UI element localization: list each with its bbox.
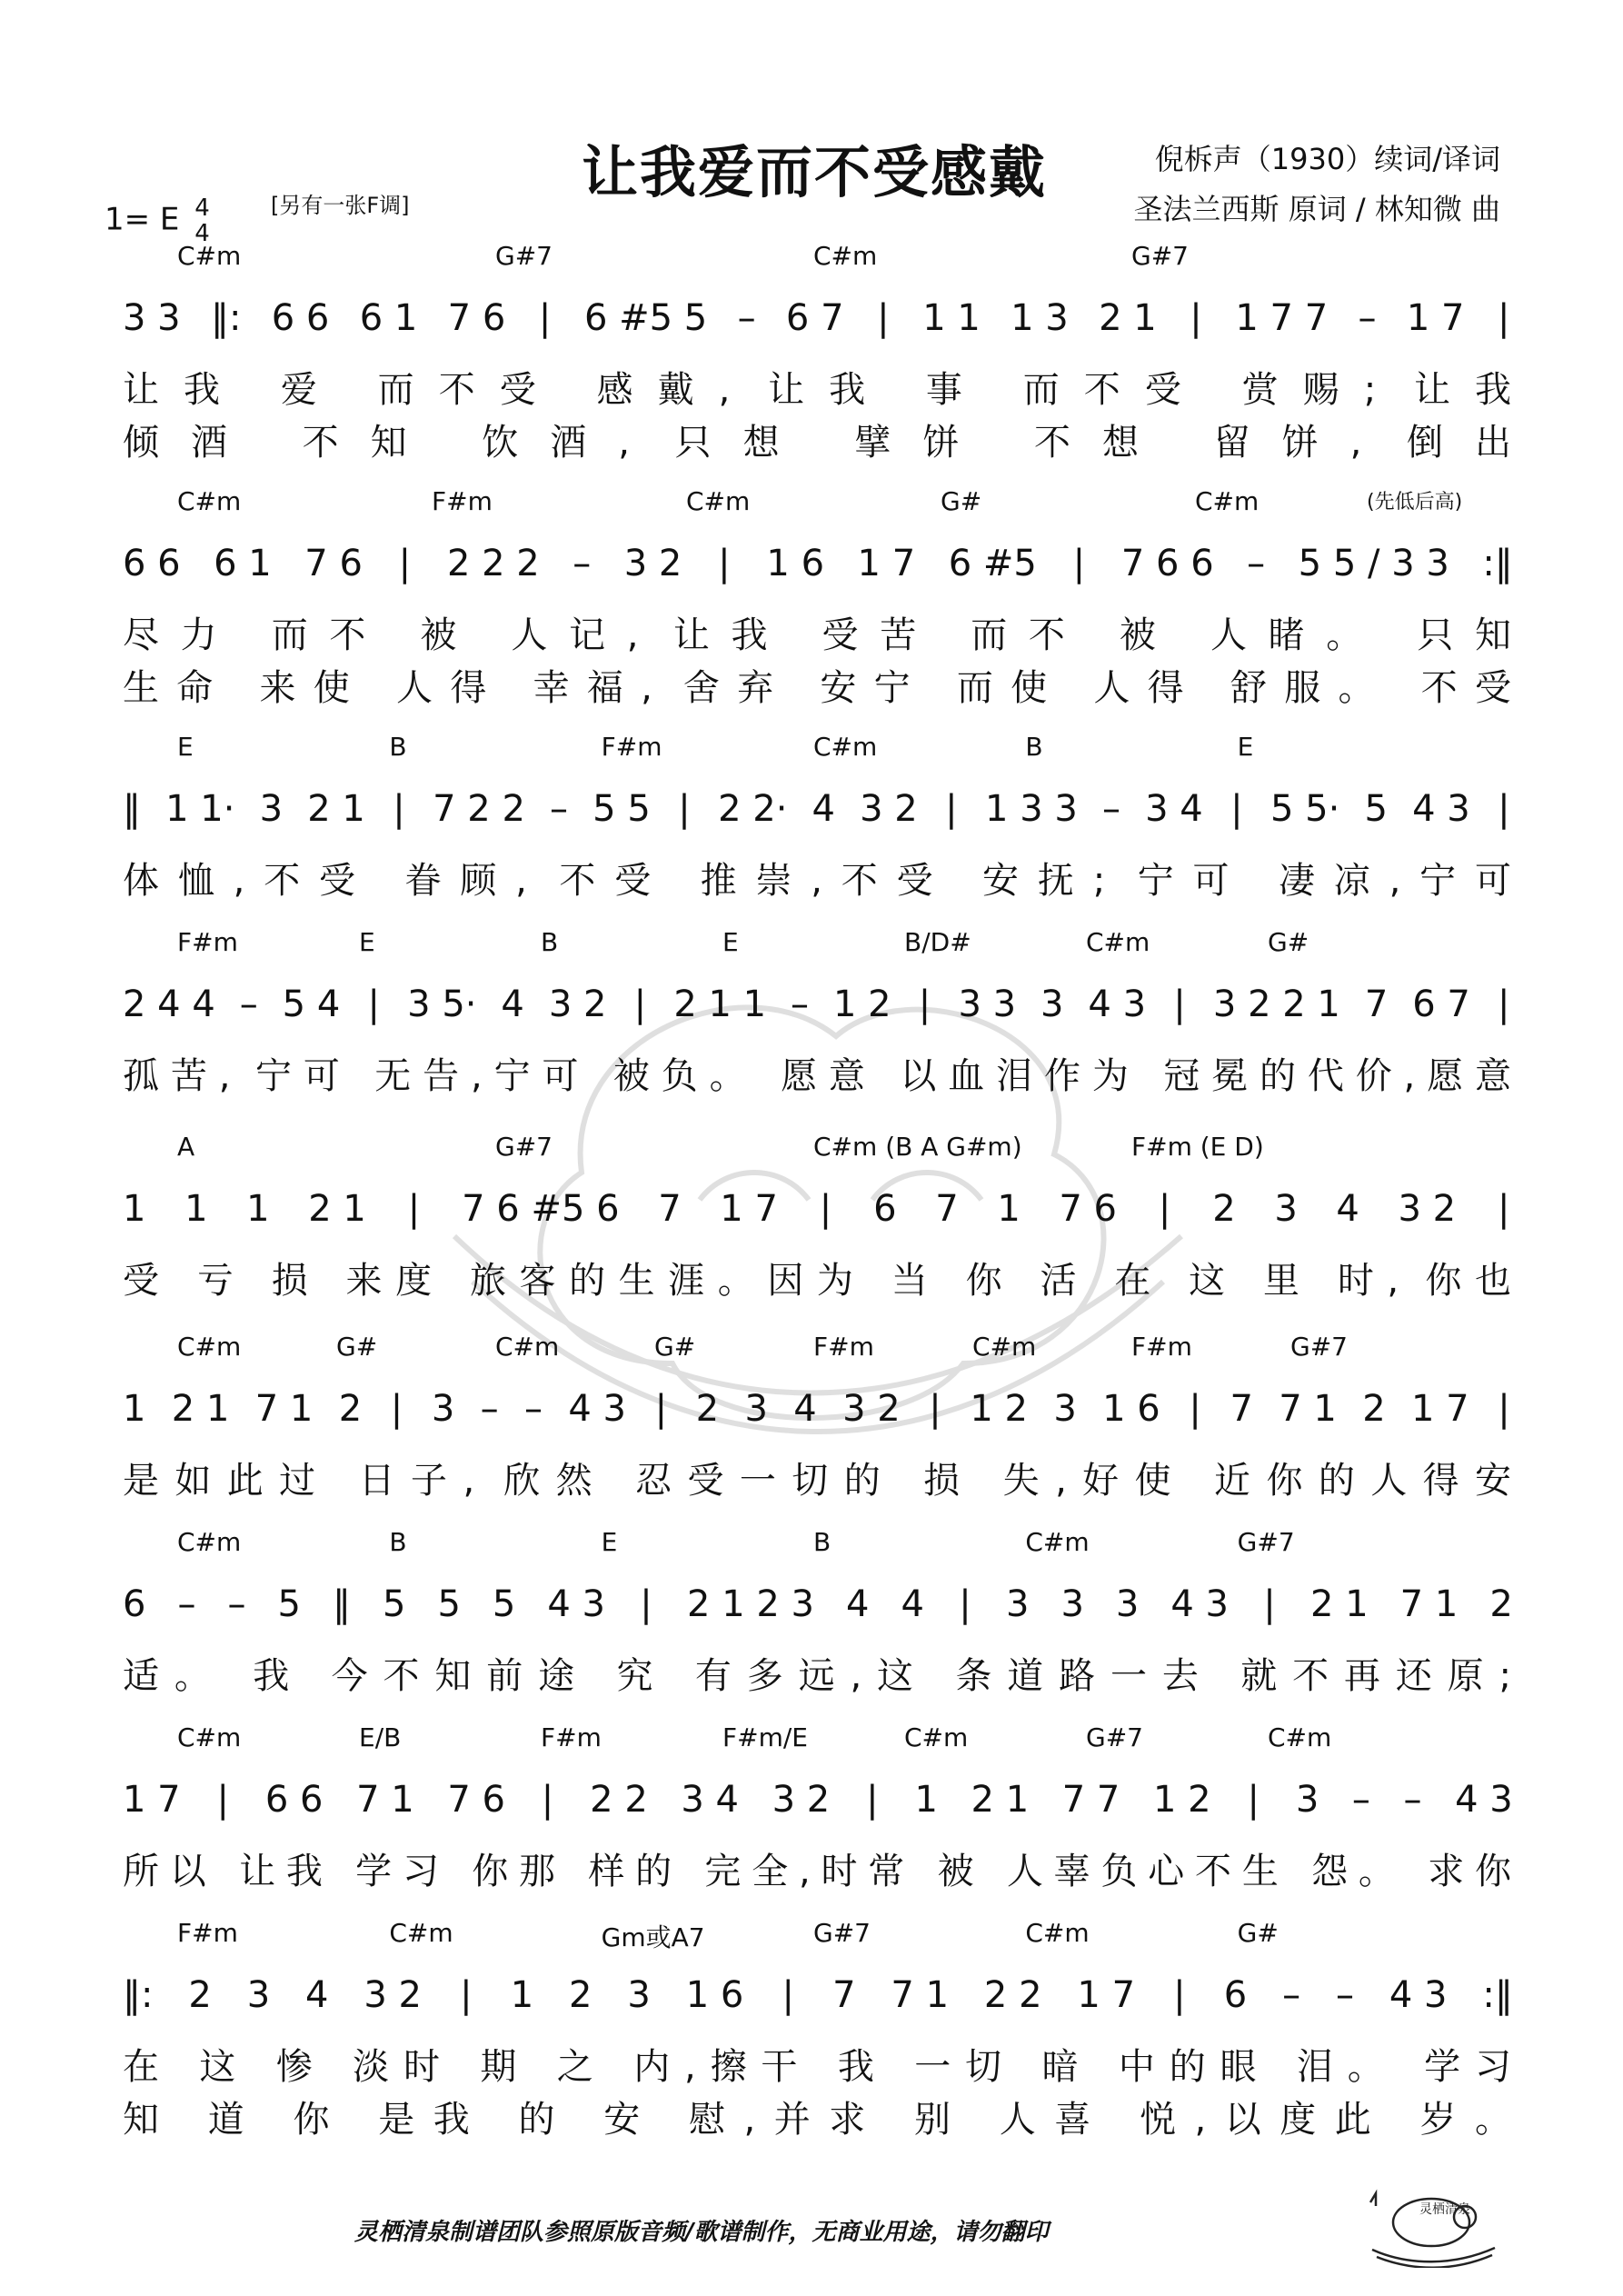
barline: | xyxy=(929,1388,941,1430)
chord-line xyxy=(123,1527,1513,1567)
chord-symbol: C#m xyxy=(389,1918,453,1948)
note-group: 1 6 xyxy=(685,1974,744,2016)
note-group: 1 7 xyxy=(1411,1388,1469,1430)
chord-symbol: E/B xyxy=(359,1722,402,1752)
barline: | xyxy=(216,1779,229,1821)
chord-symbol: F#m xyxy=(1131,1332,1192,1362)
notation-line xyxy=(123,1179,1513,1252)
note-group: 2 1 xyxy=(307,788,365,830)
note-group: 7 1 xyxy=(1399,1583,1459,1625)
note-group: 3 xyxy=(259,788,284,830)
barline: ‖ xyxy=(123,788,141,830)
note-group: 3 xyxy=(431,1388,455,1430)
note-group: 4 xyxy=(305,1974,329,2016)
note-group: 5 xyxy=(437,1583,461,1625)
note-group: 6 6 xyxy=(123,543,181,584)
note-group: 7 xyxy=(1364,983,1389,1025)
chord-symbol: F#m xyxy=(432,486,493,516)
note-group: 7 xyxy=(1230,1388,1253,1430)
note-group: 6 7 xyxy=(1412,983,1470,1025)
note-group: 7 6 6 xyxy=(1120,543,1214,584)
barline: | xyxy=(1189,1388,1201,1430)
note-group: 3 3 xyxy=(958,983,1017,1025)
music-system xyxy=(123,1527,1513,1700)
barline: | xyxy=(782,1974,794,2016)
note-group: 2 1 xyxy=(308,1188,366,1230)
note-group: 7 xyxy=(832,1974,856,2016)
note-group: 7 6 xyxy=(447,297,506,339)
notation-line xyxy=(123,974,1513,1047)
logo-text: 灵栖清泉 xyxy=(1419,2202,1470,2217)
note-group: 1 xyxy=(123,1388,146,1430)
barline: | xyxy=(1498,983,1510,1025)
note-group: 2 2 xyxy=(983,1974,1042,2016)
credit-composer: 圣法兰西斯 原词 / 林知微 曲 xyxy=(1133,192,1500,226)
note-group: 1 2 xyxy=(832,983,891,1025)
barline: | xyxy=(407,1188,421,1230)
chord-symbol: F#m xyxy=(813,1332,874,1362)
barline: | xyxy=(541,1779,554,1821)
chord-symbol: F#m xyxy=(177,927,238,957)
lyric-line: 是如此过 日子, 欣然 忍受一切的 损 失,好使 近你的人得安 xyxy=(123,1460,1513,1502)
music-system xyxy=(123,241,1513,466)
chord-symbol: C#m xyxy=(813,241,878,271)
note-group-line xyxy=(123,297,1513,339)
chord-symbol: E xyxy=(722,927,739,957)
barline: | xyxy=(959,1583,971,1625)
alternate-key-note: [另有一张F调] xyxy=(271,193,410,218)
chord-line xyxy=(123,927,1513,967)
note-group: 5 xyxy=(492,1583,516,1625)
song-title: 让我爱而不受感戴 xyxy=(582,139,1048,205)
barline: :‖ xyxy=(1482,543,1513,584)
note-group: 5 xyxy=(1364,788,1388,830)
note-group: 2 1 xyxy=(1099,297,1157,339)
barline: | xyxy=(918,983,931,1025)
chord-line xyxy=(123,1918,1513,1958)
note-group: 6 xyxy=(123,1583,146,1625)
barline: | xyxy=(398,543,412,584)
note-group: 3 3 xyxy=(123,297,181,339)
note-group: 3 xyxy=(246,1974,271,2016)
barline: | xyxy=(718,543,731,584)
note-group: 7 1 xyxy=(1279,1388,1337,1430)
key-label: 1= E xyxy=(105,201,180,238)
chord-symbol: G# xyxy=(654,1332,696,1362)
key-signature xyxy=(105,195,215,246)
note-group: 3 2 xyxy=(1398,1188,1457,1230)
note-group: – xyxy=(1282,1974,1301,2016)
barline: :‖ xyxy=(1482,1974,1513,2016)
note-group: 5 xyxy=(382,1583,406,1625)
note-group: – xyxy=(524,1388,543,1430)
note-group: 7 xyxy=(658,1188,682,1230)
time-signature xyxy=(194,195,210,246)
note-group: 3 2 xyxy=(548,983,607,1025)
lyric-line: 生命 来使 人得 幸福, 舍弃 安宁 而使 人得 舒服。 不受 xyxy=(123,667,1513,709)
note-group: 3 xyxy=(627,1974,651,2016)
music-system xyxy=(123,486,1513,712)
barline: | xyxy=(1190,297,1202,339)
note-group: 1 xyxy=(184,1188,208,1230)
barline: | xyxy=(819,1188,832,1230)
note-group: – xyxy=(1358,297,1377,339)
barline: | xyxy=(1247,1779,1260,1821)
note-group: 6 6 xyxy=(271,297,330,339)
chord-symbol: C#m xyxy=(1268,1722,1332,1752)
barline: | xyxy=(1263,1583,1276,1625)
sheep-logo-icon xyxy=(1363,2177,1499,2268)
music-system xyxy=(123,1918,1513,2143)
chord-symbol: E xyxy=(1237,732,1254,762)
note-group: – xyxy=(573,543,592,584)
chord-symbol: C#m xyxy=(177,241,242,271)
note-group: 2 xyxy=(1212,1188,1236,1230)
note-group: 3 xyxy=(1115,1583,1140,1625)
note-group-line xyxy=(123,1974,1513,2016)
barline: | xyxy=(1173,1974,1186,2016)
chord-line xyxy=(123,1722,1513,1762)
note-group: 2 1 xyxy=(171,1388,230,1430)
note-group: 4 3 xyxy=(1088,983,1147,1025)
barline: | xyxy=(1498,1388,1510,1430)
note-group: 1 6 xyxy=(1102,1388,1160,1430)
note-group: 2 xyxy=(1362,1388,1386,1430)
note-group-line xyxy=(123,1388,1513,1430)
chord-symbol: G#7 xyxy=(1131,241,1189,271)
note-group: 6 1 xyxy=(214,543,272,584)
note-group: 6 xyxy=(1223,1974,1248,2016)
barline: | xyxy=(633,983,647,1025)
note-group: 5 5 / 3 3 xyxy=(1298,543,1449,584)
note-group: 4 xyxy=(812,788,835,830)
note-group: 3 4 xyxy=(1145,788,1203,830)
chord-symbol: G#7 xyxy=(495,1132,553,1162)
note-group: – xyxy=(177,1583,196,1625)
music-system xyxy=(123,1132,1513,1304)
barline: | xyxy=(1498,788,1510,830)
note-group: 4 xyxy=(846,1583,870,1625)
lyric-line: 孤苦, 宁可 无告,宁可 被负。 愿意 以血泪作为 冠冕的代价,愿意 xyxy=(123,1055,1513,1097)
note-group: 2 4 4 xyxy=(123,983,215,1025)
note-group: 3 xyxy=(1060,1583,1084,1625)
chord-symbol: C#m (B A G#m) xyxy=(813,1132,1022,1162)
note-group: 7 2 2 xyxy=(433,788,525,830)
voicing-hint: (先低后高) xyxy=(1367,491,1463,514)
barline: | xyxy=(1498,1188,1510,1230)
note-group: 1 7 xyxy=(123,1779,181,1821)
note-group: – xyxy=(550,788,569,830)
barline: | xyxy=(945,788,958,830)
note-group: – xyxy=(480,1388,499,1430)
note-group: 2 2 2 xyxy=(446,543,540,584)
chord-symbol: A xyxy=(177,1132,195,1162)
note-group: 7 1 xyxy=(891,1974,950,2016)
chord-line xyxy=(123,1332,1513,1372)
note-group: 1 7 xyxy=(1406,297,1465,339)
notation-line xyxy=(123,1770,1513,1842)
chord-symbol: B/D# xyxy=(904,927,971,957)
note-group: 6 6 xyxy=(264,1779,324,1821)
note-group: – xyxy=(239,983,258,1025)
barline: | xyxy=(877,297,890,339)
note-group: 6 xyxy=(873,1188,897,1230)
barline: | xyxy=(1498,297,1510,339)
note-group: 2 xyxy=(338,1388,363,1430)
note-group: 1 3 3 xyxy=(985,788,1078,830)
barline: | xyxy=(678,788,691,830)
note-group-line xyxy=(123,1779,1513,1821)
notation-line xyxy=(123,288,1513,361)
notation-line xyxy=(123,534,1513,606)
note-group: 1 7 xyxy=(1077,1974,1136,2016)
lyric-line: 知 道 你 是我 的 安 慰,并求 别 人喜 悦,以度此 岁。 xyxy=(123,2099,1513,2141)
chord-symbol: C#m xyxy=(972,1332,1037,1362)
chord-symbol: G# xyxy=(941,486,982,516)
note-group: 3 xyxy=(744,1388,768,1430)
note-group: 1 7 xyxy=(720,1188,778,1230)
chord-symbol: F#m xyxy=(541,1722,602,1752)
chord-symbol: B xyxy=(389,1527,407,1557)
note-group: 3 2 xyxy=(860,788,918,830)
note-group: 6 1 xyxy=(359,297,418,339)
lyric-line: 倾酒 不知 饮酒, 只想 擘饼 不想 留饼, 倒出 xyxy=(123,422,1513,464)
note-group: 4 xyxy=(901,1583,924,1625)
chord-symbol: E xyxy=(601,1527,618,1557)
note-group: 3 xyxy=(1053,1388,1077,1430)
note-group: 2 2 xyxy=(590,1779,648,1821)
note-group: 1 1· xyxy=(165,788,235,830)
barline: ‖: xyxy=(210,297,242,339)
note-group: 3 2 2 1 xyxy=(1212,983,1340,1025)
barline: | xyxy=(1072,543,1086,584)
note-group-line xyxy=(123,1583,1513,1625)
barline: | xyxy=(640,1583,652,1625)
note-group: – xyxy=(791,983,810,1025)
chord-line xyxy=(123,486,1513,526)
note-group: 3 2 xyxy=(842,1388,901,1430)
note-group: – xyxy=(1247,543,1266,584)
note-group: 7 6 #5 6 xyxy=(462,1188,620,1230)
note-group: 1 xyxy=(510,1974,534,2016)
barline: | xyxy=(367,983,380,1025)
note-group: 7 6 xyxy=(304,543,363,584)
chord-symbol: G#7 xyxy=(1086,1722,1143,1752)
note-group: 7 7 xyxy=(1061,1779,1120,1821)
chord-symbol: G# xyxy=(1237,1918,1279,1948)
chord-symbol: C#m xyxy=(177,486,242,516)
notation-line xyxy=(123,1574,1513,1647)
music-system xyxy=(123,732,1513,904)
chord-symbol: G# xyxy=(336,1332,378,1362)
note-group-line xyxy=(123,983,1513,1025)
barline: | xyxy=(393,788,405,830)
chord-symbol: E xyxy=(177,732,194,762)
chord-symbol: B xyxy=(1025,732,1043,762)
chord-symbol: G#7 xyxy=(813,1918,871,1948)
note-group: 2 1 1 xyxy=(673,983,767,1025)
note-group: 5 5· xyxy=(1270,788,1340,830)
barline: | xyxy=(654,1388,668,1430)
note-group: 6 7 xyxy=(785,297,844,339)
note-group: 3 5· xyxy=(407,983,477,1025)
note-group: 5 4 xyxy=(282,983,341,1025)
chord-symbol: C#m xyxy=(813,732,878,762)
note-group: 4 3 xyxy=(1389,1974,1448,2016)
chord-symbol: F#m/E xyxy=(722,1722,808,1752)
note-group: 1 xyxy=(246,1188,270,1230)
note-group: 1 xyxy=(997,1188,1021,1230)
note-group: 3 2 xyxy=(623,543,682,584)
music-system xyxy=(123,1722,1513,1895)
chord-symbol: G# xyxy=(1268,927,1309,957)
chord-symbol: B xyxy=(541,927,559,957)
chord-symbol: B xyxy=(389,732,407,762)
note-group: 1 6 xyxy=(766,543,825,584)
note-group: 1 2 xyxy=(1153,1779,1211,1821)
chord-symbol: G#7 xyxy=(1237,1527,1295,1557)
footer-note: 灵栖清泉制谱团队参照原版音频/歌谱制作，无商业用途，请勿翻印 xyxy=(354,2219,1049,2246)
note-group: 1 2 xyxy=(970,1388,1028,1430)
chord-symbol: C#m xyxy=(1195,486,1260,516)
note-group: 7 6 xyxy=(447,1779,505,1821)
barline: | xyxy=(1173,983,1186,1025)
note-group: 1 3 xyxy=(1011,297,1069,339)
chord-symbol: F#m (E D) xyxy=(1131,1132,1264,1162)
chord-symbol: C#m xyxy=(1025,1527,1090,1557)
note-group: 7 1 xyxy=(356,1779,414,1821)
note-group: 5 xyxy=(277,1583,301,1625)
chord-line xyxy=(123,241,1513,281)
lyric-line: 所以 让我 学习 你那 样的 完全,时常 被 人辜负心不生 怨。 求你 xyxy=(123,1851,1513,1892)
chord-symbol: C#m xyxy=(1025,1918,1090,1948)
barline: ‖ xyxy=(332,1583,351,1625)
chord-symbol: C#m xyxy=(495,1332,560,1362)
lyric-line: 体恤,不受 眷顾, 不受 推崇,不受 安抚; 宁可 凄凉,宁可 xyxy=(123,860,1513,902)
note-group: 2 xyxy=(1489,1583,1513,1625)
note-group: – xyxy=(1403,1779,1422,1821)
lyric-line: 让我 爱 而不受 感戴, 让我 事 而不受 赏赐; 让我 xyxy=(123,369,1513,411)
chord-symbol: C#m xyxy=(686,486,751,516)
note-group: 3 xyxy=(1295,1779,1319,1821)
barline: | xyxy=(538,297,552,339)
note-group: 4 xyxy=(1336,1188,1359,1230)
barline: | xyxy=(390,1388,403,1430)
note-group: 1 xyxy=(123,1188,146,1230)
note-group: 4 3 xyxy=(1455,1779,1513,1821)
music-system xyxy=(123,1332,1513,1504)
notation-line xyxy=(123,779,1513,852)
note-group: 4 3 xyxy=(1412,788,1470,830)
note-group: 2 1 xyxy=(1310,1583,1369,1625)
note-group: 4 3 xyxy=(1170,1583,1229,1625)
note-group: 5 5 xyxy=(592,788,651,830)
chord-symbol: E xyxy=(359,927,375,957)
note-group: 3 xyxy=(1274,1188,1298,1230)
note-group: 1 1 xyxy=(922,297,981,339)
chord-symbol: B xyxy=(813,1527,831,1557)
chord-symbol: C#m xyxy=(1086,927,1150,957)
note-group: – xyxy=(737,297,756,339)
chord-symbol: C#m xyxy=(177,1722,242,1752)
note-group: 7 1 xyxy=(254,1388,314,1430)
lyric-line: 在 这 惨 淡时 期 之 内,擦干 我 一切 暗 中的眼 泪。 学习 xyxy=(123,2046,1513,2088)
barline: | xyxy=(866,1779,879,1821)
note-group: 6 #5 xyxy=(948,543,1037,584)
note-group: – xyxy=(1351,1779,1370,1821)
credit-translator: 倪柝声（1930）续词/译词 xyxy=(1154,142,1500,176)
note-group: 4 3 xyxy=(568,1388,626,1430)
note-group: – xyxy=(227,1583,246,1625)
lyric-line: 受 亏 损 来度 旅客的生涯。因为 当 你 活 在 这 里 时, 你也 xyxy=(123,1260,1513,1302)
chord-symbol: F#m xyxy=(601,732,662,762)
note-group: 1 xyxy=(914,1779,938,1821)
note-group: 2 xyxy=(695,1388,720,1430)
chord-symbol: F#m xyxy=(177,1918,238,1948)
barline: | xyxy=(1230,788,1243,830)
lyric-line: 尽力 而不 被 人记, 让我 受苦 而不 被 人睹。 只知 xyxy=(123,614,1513,656)
note-group: 1 7 7 xyxy=(1235,297,1329,339)
note-group-line xyxy=(123,788,1513,830)
chord-symbol: C#m xyxy=(177,1332,242,1362)
note-group-line xyxy=(123,1188,1513,1230)
note-group: 4 xyxy=(501,983,524,1025)
note-group: 2 xyxy=(188,1974,212,2016)
note-group: 3 4 xyxy=(681,1779,740,1821)
note-group: 3 xyxy=(1041,983,1064,1025)
note-group: 7 6 xyxy=(1059,1188,1118,1230)
note-group: 1 7 xyxy=(857,543,916,584)
time-bottom: 4 xyxy=(194,220,210,247)
note-group-line xyxy=(123,543,1513,584)
chord-symbol: C#m xyxy=(904,1722,969,1752)
chord-line xyxy=(123,1132,1513,1172)
note-group: – xyxy=(1335,1974,1354,2016)
note-group: 2 2· xyxy=(718,788,788,830)
barline: ‖: xyxy=(123,1974,154,2016)
chord-symbol: Gm或A7 xyxy=(601,1922,705,1952)
time-top: 4 xyxy=(194,195,210,222)
barline: | xyxy=(460,1974,473,2016)
notation-line xyxy=(123,1965,1513,2038)
note-group: 2 1 xyxy=(971,1779,1030,1821)
note-group: – xyxy=(1101,788,1120,830)
note-group: 6 #5 5 xyxy=(583,297,708,339)
note-group: 3 2 xyxy=(363,1974,422,2016)
note-group: 3 xyxy=(1005,1583,1030,1625)
note-group: 4 3 xyxy=(547,1583,606,1625)
music-system xyxy=(123,927,1513,1100)
chord-symbol: C#m xyxy=(177,1527,242,1557)
barline: | xyxy=(1158,1188,1171,1230)
chord-symbol: G#7 xyxy=(1290,1332,1348,1362)
note-group: 7 xyxy=(935,1188,959,1230)
chord-line xyxy=(123,732,1513,772)
note-group: 2 1 2 3 xyxy=(687,1583,814,1625)
lyric-line: 适。 我 今不知前途 究 有多远,这 条道路一去 就不再还原; xyxy=(123,1655,1513,1697)
note-group: 2 xyxy=(569,1974,592,2016)
notation-line xyxy=(123,1379,1513,1452)
note-group: 3 2 xyxy=(772,1779,831,1821)
note-group: 4 xyxy=(793,1388,817,1430)
chord-symbol: G#7 xyxy=(495,241,553,271)
